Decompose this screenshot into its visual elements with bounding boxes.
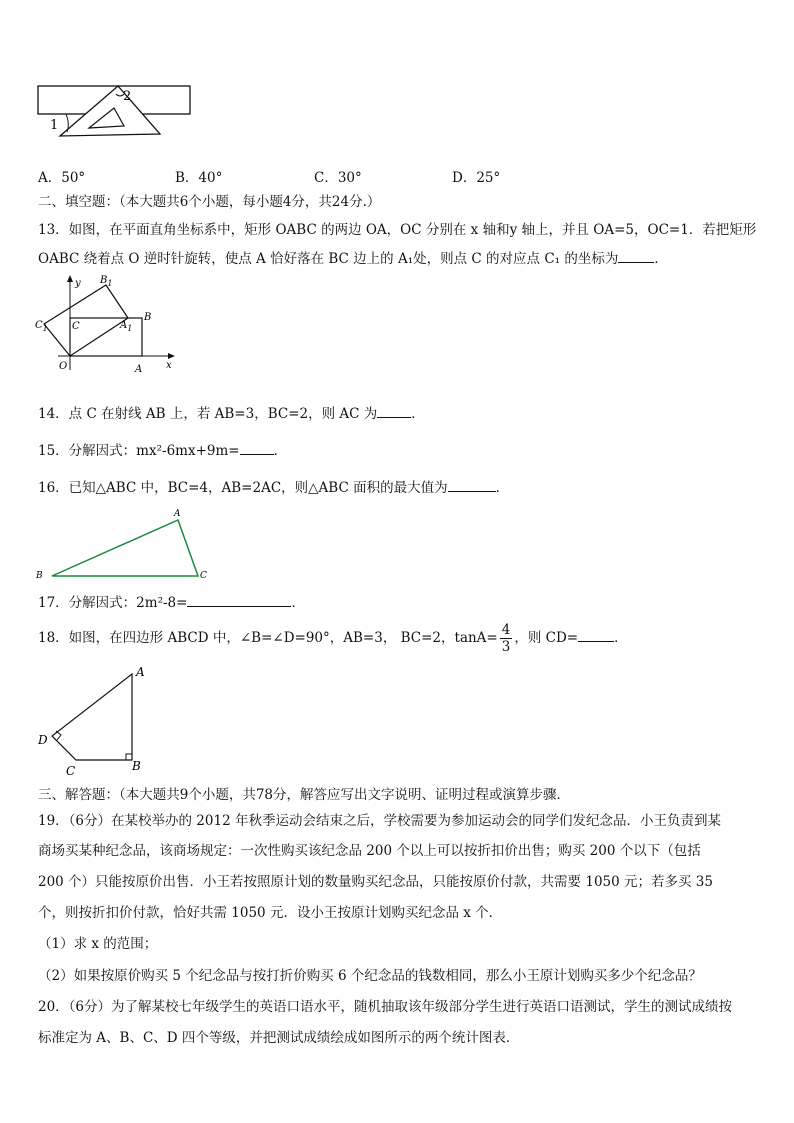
- q14-answer-blank[interactable]: [377, 416, 411, 418]
- fig-b1-label: $B_1$: [100, 275, 113, 288]
- q15-end: ．: [273, 443, 288, 459]
- y-axis-arrow: [67, 275, 73, 282]
- q19-line3: 200 个）只能按原价出售．小王若按照原计划的数量购买纪念品，只能按原价付款，共需要 1050 元；若多买 35: [38, 874, 713, 890]
- q18-answer-blank[interactable]: [578, 640, 614, 642]
- triangle-abc: [52, 520, 198, 576]
- q17-answer-blank[interactable]: [187, 605, 291, 607]
- q18-fig-c: C: [66, 764, 76, 778]
- q16-fig-c: C: [200, 571, 207, 581]
- q20-line1: 20．（6分）为了解某校七年级学生的英语口语水平，随机抽取该年级部分学生进行英语口语测试，学生的测试成绩按: [38, 999, 733, 1015]
- q13-line1: 13．如图，在平面直角坐标系中，矩形 OABC 的两边 OA，OC 分别在 x 轴和y 轴上，并且 OA=5，OC=1．若把矩形: [38, 222, 757, 238]
- q14: [38, 405, 425, 423]
- quadrilateral-abcd: [52, 674, 132, 760]
- q16-text: 16．已知△ABC 中，BC=4，AB=2AC，则△ABC 面积的最大值为: [38, 480, 448, 496]
- rotated-rectangle: [44, 285, 128, 356]
- option-c: C．30°: [314, 170, 362, 186]
- q13-answer-blank[interactable]: [618, 261, 654, 263]
- fig-c-label: C: [72, 321, 80, 332]
- ruler-triangle-figure: [36, 82, 196, 144]
- q19-line4: 个，则按折扣价付款，恰好共需 1050 元．设小王按原计划购买纪念品 x 个．: [38, 905, 503, 921]
- tan-fraction: [500, 622, 513, 655]
- q17-text: 17．分解因式：2m²-8=: [38, 595, 188, 611]
- q17-end: ．: [291, 595, 305, 611]
- q16-fig-b: B: [36, 571, 43, 581]
- q19-line1: 19．（6分）在某校举办的 2012 年秋季运动会结束之后，学校需要为参加运动会的同学们发纪念品．小王负责到某: [38, 813, 721, 829]
- fig-a-label: A: [135, 364, 143, 374]
- q15-answer-blank[interactable]: [240, 453, 274, 455]
- angle1-label: 1: [50, 118, 59, 133]
- q19-sub2: （2）如果按原价购买 5 个纪念品与按打折价购买 6 个纪念品的钱数相同，那么小王原计划购买多少个纪念品？: [38, 968, 702, 984]
- q18-end: ．: [614, 630, 628, 646]
- q17: [38, 594, 305, 612]
- q13-coordinate-figure: [34, 272, 179, 374]
- q15: [38, 442, 287, 460]
- q18-fig-b: B: [132, 759, 141, 773]
- q20-line2: 标准定为 A、B、C、D 四个等级，并把测试成绩绘成如图所示的两个统计图表．: [38, 1030, 520, 1046]
- q18: [38, 621, 628, 655]
- fig-a1-label: $A_1$: [120, 320, 133, 333]
- q19-line2: 商场买某种纪念品，该商场规定：一次性购买该纪念品 200 个以上可以按折扣价出售；购买 200 个以下（包括: [38, 843, 701, 859]
- x-axis-arrow: [168, 353, 175, 359]
- fraction-numerator: 4: [501, 622, 511, 638]
- section3-title: 三、解答题：（本大题共9个小题，共78分，解答应写出文字说明、证明过程或演算步骤．: [38, 787, 571, 803]
- q16: [38, 479, 509, 497]
- angle2-label: 2: [123, 89, 132, 104]
- q16-fig-a: A: [174, 509, 181, 519]
- q18-text: 18．如图，在四边形 ABCD 中，∠B=∠D=90°，AB=3， BC=2，tanA=: [38, 630, 498, 646]
- fig-y-label: y: [75, 278, 81, 289]
- q13-end: ．: [654, 251, 668, 267]
- section2-title: 二、填空题：（本大题共6个小题，每小题4分，共24分.）: [38, 194, 381, 210]
- q18-fig-a: A: [136, 665, 145, 679]
- fig-x-label: x: [166, 360, 172, 371]
- fraction-denominator: 3: [501, 639, 511, 655]
- fig-c1-label: $C_1$: [35, 320, 48, 333]
- q16-end: ．: [495, 480, 510, 496]
- fig-b-label: B: [144, 312, 152, 323]
- option-a: A．50°: [38, 170, 86, 186]
- option-b: B．40°: [175, 170, 223, 186]
- q18-after: ，则 CD=: [514, 630, 579, 646]
- q16-answer-blank[interactable]: [448, 490, 496, 492]
- fig-o-label: O: [59, 361, 68, 372]
- q14-text: 14．点 C 在射线 AB 上，若 AB=3，BC=2，则 AC 为: [38, 406, 378, 422]
- q13-line2-text: OABC 绕着点 O 逆时针旋转，使点 A 恰好落在 BC 边上的 A₁处，则点 C 的对应点 C₁ 的坐标为: [38, 251, 619, 267]
- q18-quadrilateral-figure: [36, 664, 151, 779]
- q13-line2: [38, 250, 668, 268]
- q18-fig-d: D: [38, 733, 48, 747]
- q16-triangle-figure: [32, 505, 217, 581]
- q14-end: ．: [411, 406, 425, 422]
- q15-text: 15．分解因式：mx²-6mx+9m=: [38, 443, 240, 459]
- option-d: D．25°: [452, 170, 501, 186]
- q19-sub1: （1）求 x 的范围；: [38, 936, 158, 952]
